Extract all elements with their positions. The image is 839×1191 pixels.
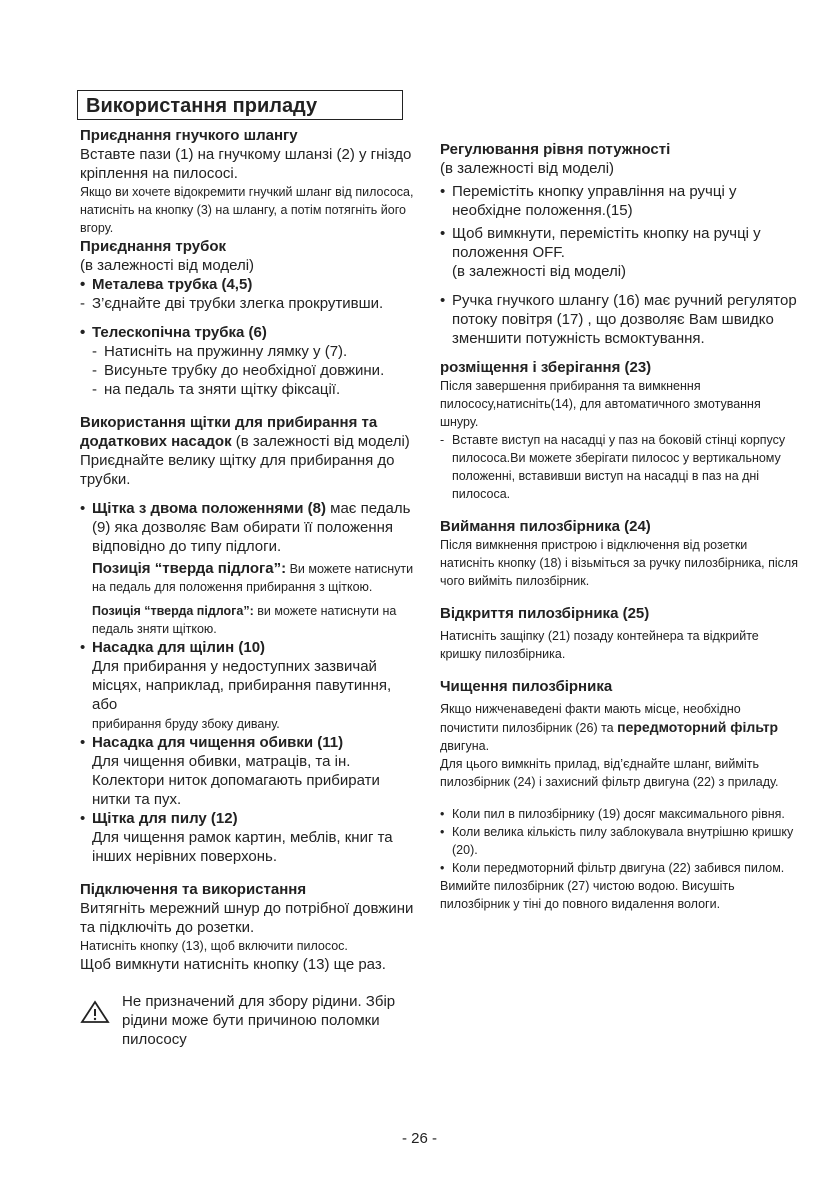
brush-use-heading: Використання щітки для прибирання та додаткових насадок [80,414,378,450]
brush-use-text: Приєднайте велику щітку для прибирання до трубки. [80,452,395,488]
hard-floor-position-2: Позиція “тверда підлога”: ви можете натиснути на педаль зняти щіткою. [92,604,397,636]
list-item: • Перемістіть кнопку управління на ручці у необхідне положення.(15) [440,183,737,219]
list-item: • Коли передмоторний фільтр двигуна (22) забився пилом. [440,861,785,875]
power-adjust-heading: Регулювання рівня потужності [440,141,671,158]
upholstery-nozzle-title: Насадка для чищення обивки (11) [92,734,344,751]
brush-use-heading-tail: (в залежності від моделі) [235,433,410,450]
clean-bin-heading: Чищення пилозбірника [440,678,613,695]
connect-hose-heading: Приєднання гнучкого шлангу [80,127,298,144]
crevice-nozzle-title: Насадка для щілин (10) [92,639,266,656]
list-item: • Ручка гнучкого шлангу (16) має ручний регулятор потоку повітря (17) , що дозволяє Вам швидко зменшити потужність всмоктування. [440,292,797,347]
open-bin-heading: Відкриття пилозбірника (25) [440,605,650,622]
right-column [440,140,800,913]
power-adjust-model-note: (в залежності від моделі) [452,263,627,280]
power-off-text: Щоб вимкнути натисніть кнопку (13) ще раз. [80,956,386,973]
metal-tube-text: З’єднайте дві трубки злегка прокрутивши. [92,295,384,312]
remove-bin-heading: Виймання пилозбірника (24) [440,518,651,535]
two-position-brush-item: • Щітка з двома положеннями (8) має педаль (9) яка дозволяє Вам обирати її положення відповідно до типу підлоги. [80,500,411,555]
liquid-warning [80,992,420,1049]
list-item: - Натисніть на пружинну лямку у (7). [92,343,348,360]
list-item: • Коли велика кількість пилу заблокувала внутрішню кришку (20). [440,825,794,857]
connect-tubes-heading: Приєднання трубок [80,238,227,255]
page-number: - 26 - [401,1130,437,1147]
tele-tube-title: Телескопічна трубка (6) [92,324,267,341]
warning-text: Не призначений для збору рідини. Збір рідини може бути причиною поломки пилососу [122,993,396,1048]
upholstery-nozzle-item: • Насадка для чищення обивки (11) Для чищення обивки, матраців, та ін. Колектори ниток допомагають прибирати нитки та пух. [80,734,380,808]
brush-use-heading-row [80,413,420,451]
connect-hose-text: Вставте пази (1) на гнучкому шланзі (2) у гніздо кріплення на пилососі. [80,146,412,182]
metal-tube-item: • Металева трубка (4,5) [80,275,420,294]
power-on-text: Витягніть мережний шнур до потрібної довжини та підключіть до розетки. [80,900,414,936]
tele-tube-item: • Телескопічна трубка (6) [80,323,420,342]
open-bin-text: Натисніть защіпку (21) позаду контейнера та відкрийте кришку пилозбірника. [440,629,759,661]
hard-floor-position-1: Позиція “тверда підлога”: Ви можете натиснути на педаль для положення прибирання з щіткою. [92,560,414,594]
connect-hose-note: Якщо ви хочете відокремити гнучкий шланг від пилососа, натисніть на кнопку (3) на шлангу, а потім потягніть його вгору. [80,185,414,235]
two-position-brush-title: Щітка з двома положеннями (8) [92,500,326,517]
crevice-nozzle-item: • Насадка для щілин (10) Для прибирання у недоступних зазвичай місцях, наприклад, прибирання павутиння, або прибирання бруду збоку дивану. [80,639,392,731]
list-item: - Висуньте трубку до необхідної довжини. [92,362,385,379]
dust-brush-title: Щітка для пилу (12) [92,810,238,827]
section-title: Використання приладу [77,90,403,120]
left-column [80,126,420,1049]
power-on-note: Натисніть кнопку (13), щоб включити пилосос. [80,939,348,953]
clean-bin-text2: Для цього вимкніть прилад, від’єднайте шланг, вийміть пилозбірник (24) і захисний фільтр двигуна (22) з приладу. [440,757,779,789]
storage-text: Після завершення прибирання та вимкнення пилососу,натисніть(14), для автоматичного змотування шнуру. [440,379,761,429]
power-adjust-sub: (в залежності від моделі) [440,160,615,177]
list-item: - на педаль та зняти щітку фіксації. [92,381,341,398]
clean-bin-text3: Вимийте пилозбірник (27) чистою водою. Висушіть пилозбірник у тіні до повного видалення вологи. [440,879,735,911]
metal-tube-title: Металева трубка (4,5) [92,276,253,293]
list-item: - Вставте виступ на насадці у паз на боковій стінці корпусу пилососа.Ви можете зберігати пилосос у вертикальному положенні, вставивши виступ на насадці в паз на дні пилососа. [440,433,786,501]
clean-bin-text1: Якщо нижченаведені факти мають місце, необхідно почистити пилозбірник (26) та передмоторний фільтр двигуна. [440,702,779,753]
list-item: • Щоб вимкнути, перемістіть кнопку на ручці у положення OFF. [440,225,761,261]
remove-bin-text: Після вимкнення пристрою і відключення від розетки натисніть кнопку (18) і візьміться за ручку пилозбірника, після чого вийміть пилозбірник. [440,538,798,588]
power-on-heading: Підключення та використання [80,881,307,898]
storage-heading: розміщення і зберігання (23) [440,359,652,376]
metal-tube-text-row: - З’єднайте дві трубки злегка прокрутивши. [80,294,420,313]
list-item: • Коли пил в пилозбірнику (19) досяг максимального рівня. [440,807,785,821]
connect-tubes-sub: (в залежності від моделі) [80,257,255,274]
dust-brush-item: • Щітка для пилу (12) Для чищення рамок картин, меблів, книг та інших нерівних поверхонь. [80,810,393,865]
warning-triangle-icon [80,992,122,1049]
